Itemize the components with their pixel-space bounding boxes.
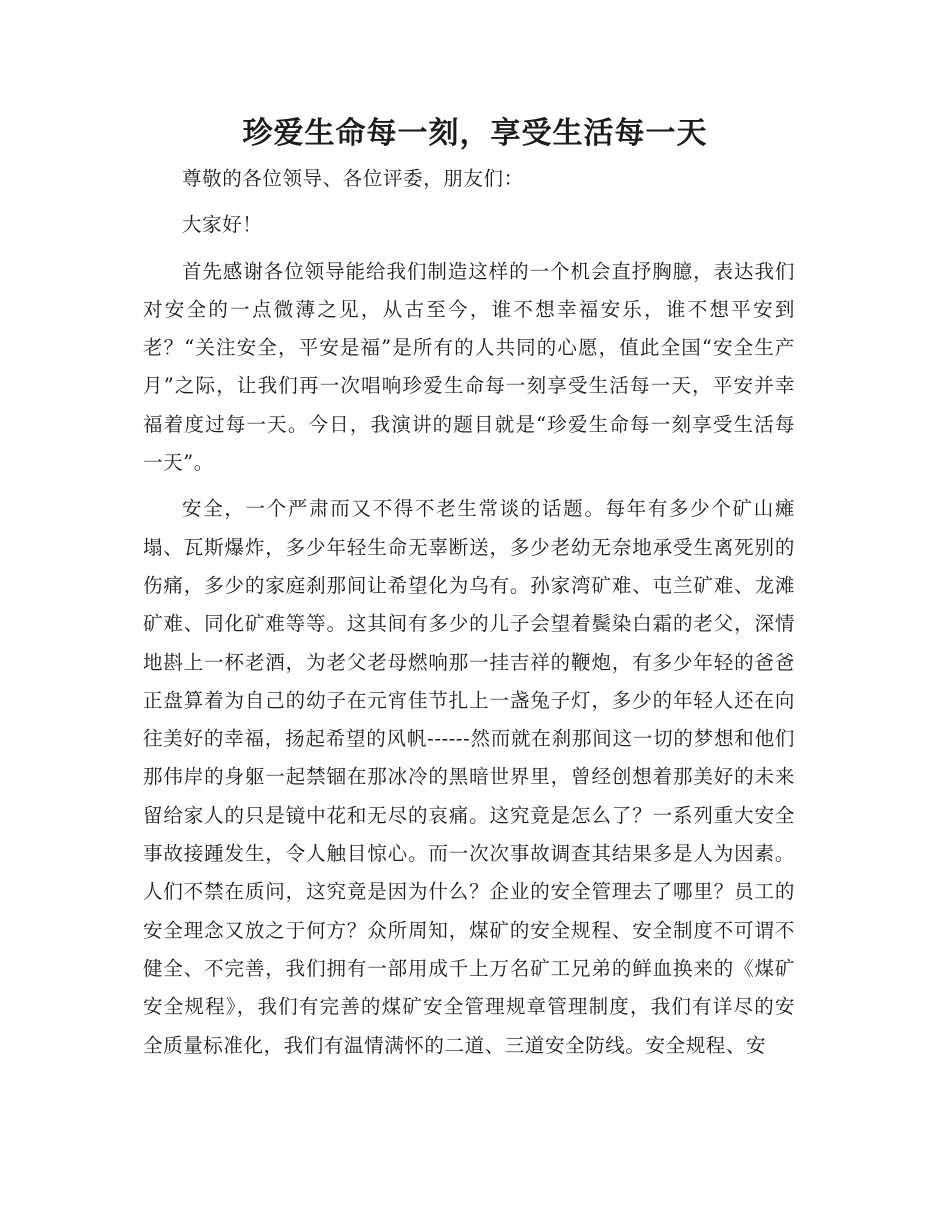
salutation-paragraph: 尊敬的各位领导、各位评委，朋友们： [182,167,524,190]
body-paragraph: 首先感谢各位领导能给我们制造这样的一个机会直抒胸臆，表达我们对安全的一点微薄之见，从古至今，谁不想幸福安乐，谁不想平安到老？“关注安全，平安是福”是所有的人共同的心愿，值此全国“安全生产月”之际，让我们再一次唱响珍爱生命每一刻享受生活每一天，平安并幸福着度过每一天。今日，我演讲的题目就是“珍爱生命每一刻享受生活每一天”。 [143,259,795,475]
body-paragraph: 安全，一个严肃而又不得不老生常谈的话题。每年有多少个矿山瘫塌、瓦斯爆炸，多少年轻生命无辜断送，多少老幼无奈地承受生离死别的伤痛，多少的家庭刹那间让希望化为乌有。孙家湾矿难、屯兰矿难、龙滩矿难、同化矿难等等。这其间有多少的儿子会望着鬓染白霜的老父，深情地斟上一杯老酒，为老父老母燃响那一挂吉祥的鞭炮，有多少年轻的爸爸正盘算着为自己的幼子在元宵佳节扎上一盏兔子灯，多少的年轻人还在向往美好的幸福，扬起希望的风帆------然而就在刹那间这一切的梦想和他们那伟岸的身躯一起禁锢在那冰冷的黑暗世界里，曾经创想着那美好的未来留给家人的只是镜中花和无尽的哀痛。这究竟是怎么了？一系列重大安全事故接踵发生，令人触目惊心。而一次次事故调查其结果多是人为因素。人们不禁在质问，这究竟是因为什么？企业的安全管理去了哪里？员工的安全理念又放之于何方？众所周知，煤矿的安全规程、安全制度不可谓不健全、不完善，我们拥有一部用成千上万名矿工兄弟的鲜血换来的《煤矿安全规程》，我们有完善的煤矿安全管理规章管理制度，我们有详尽的安全质量标准化，我们有温情满怀的二道、三道安全防线。安全规程、安 [143,497,795,1057]
greeting-paragraph: 大家好！ [182,213,263,237]
document-body [143,160,795,1065]
document-title: 珍爱生命每一刻，享受生活每一天 [242,116,708,151]
